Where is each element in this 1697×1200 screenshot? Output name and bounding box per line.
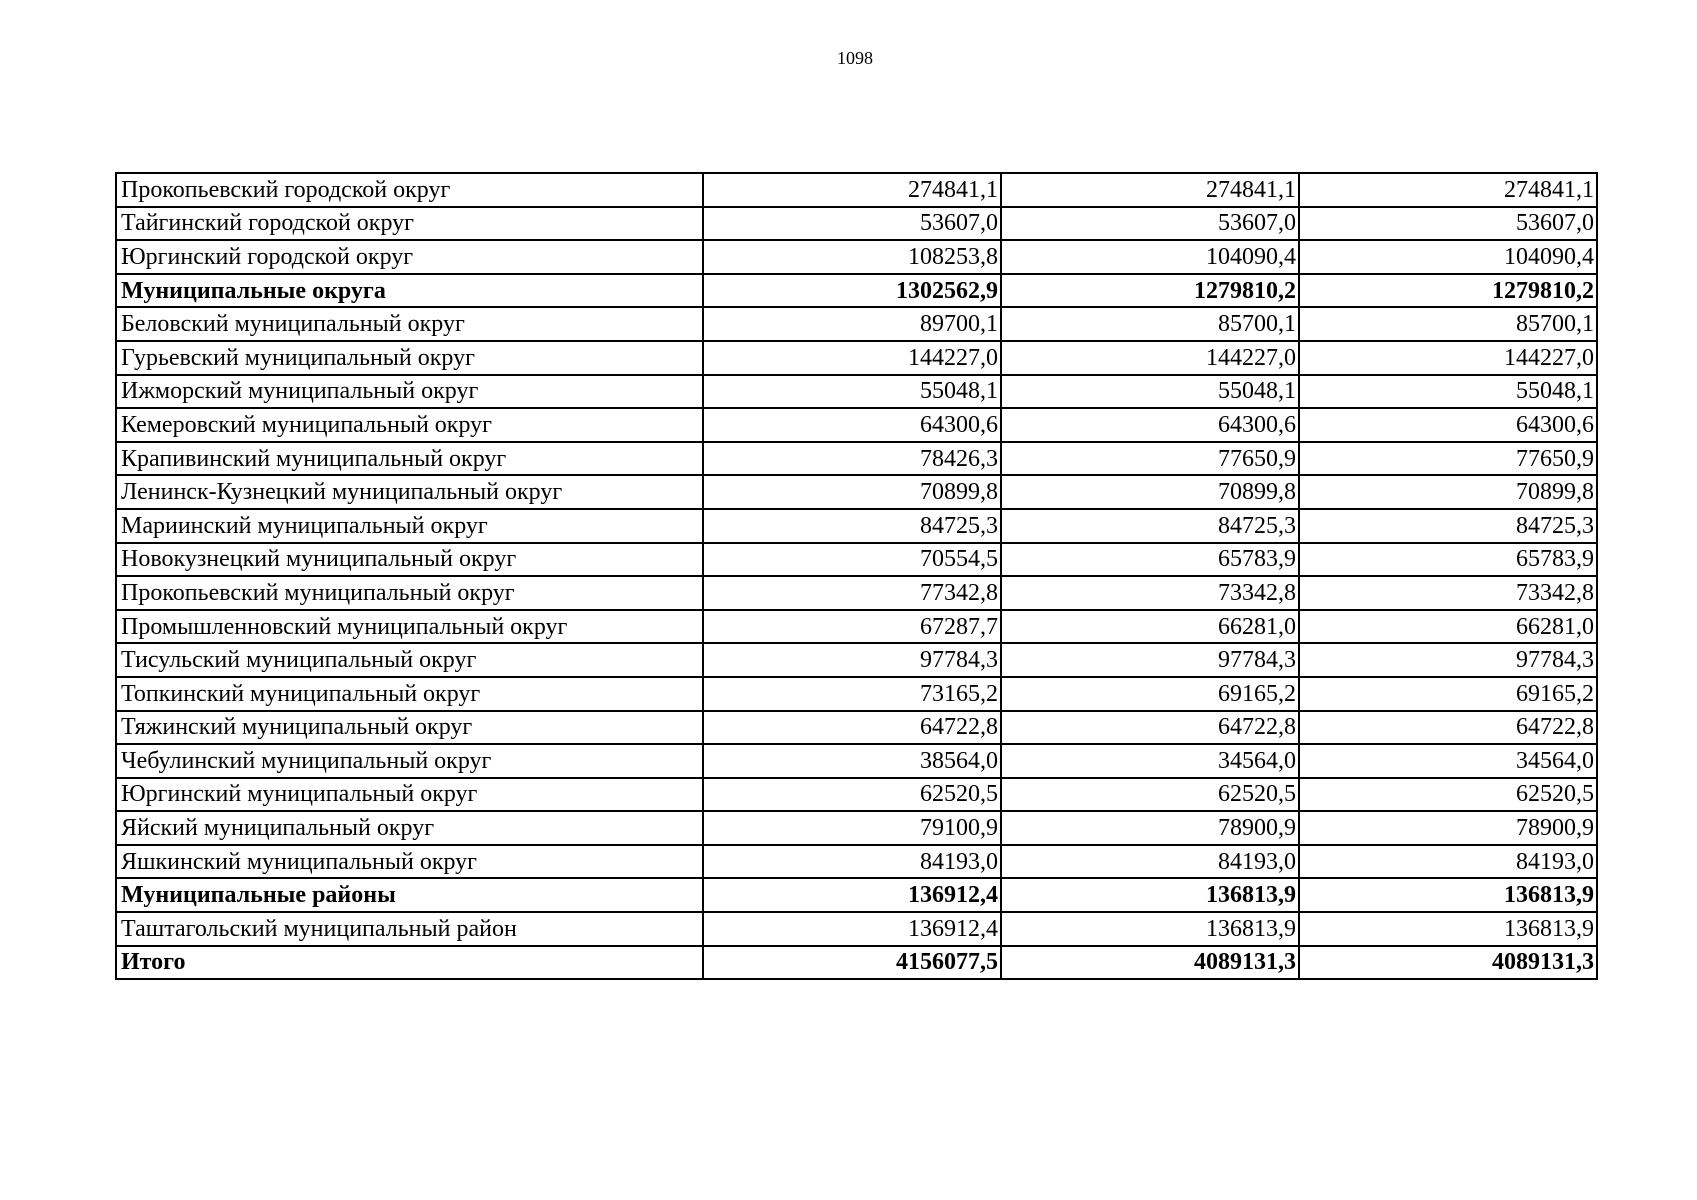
row-value-2-cell: 55048,1 [1001, 375, 1299, 409]
row-value-1-cell: 79100,9 [703, 811, 1001, 845]
table-row [116, 207, 1597, 241]
row-value-3-cell: 85700,1 [1299, 307, 1597, 341]
table-row [116, 408, 1597, 442]
row-value-1-cell: 64722,8 [703, 711, 1001, 745]
row-value-3-cell: 84725,3 [1299, 509, 1597, 543]
row-value-1-cell: 62520,5 [703, 778, 1001, 812]
row-value-1-cell: 70554,5 [703, 543, 1001, 577]
row-value-3-cell: 1279810,2 [1299, 274, 1597, 308]
row-value-1-cell: 73165,2 [703, 677, 1001, 711]
row-value-2-cell: 85700,1 [1001, 307, 1299, 341]
row-value-1-cell: 38564,0 [703, 744, 1001, 778]
row-value-3-cell: 97784,3 [1299, 643, 1597, 677]
row-value-3-cell: 70899,8 [1299, 475, 1597, 509]
row-value-2-cell: 34564,0 [1001, 744, 1299, 778]
row-value-2-cell: 66281,0 [1001, 610, 1299, 644]
row-value-1-cell: 136912,4 [703, 912, 1001, 946]
table-body [116, 173, 1597, 979]
row-value-3-cell: 65783,9 [1299, 543, 1597, 577]
row-value-1-cell: 1302562,9 [703, 274, 1001, 308]
row-value-3-cell: 55048,1 [1299, 375, 1597, 409]
row-value-2-cell: 62520,5 [1001, 778, 1299, 812]
table-row [116, 307, 1597, 341]
row-name-cell: Новокузнецкий муниципальный округ [116, 543, 703, 577]
row-value-2-cell: 64300,6 [1001, 408, 1299, 442]
table-row [116, 744, 1597, 778]
row-value-2-cell: 69165,2 [1001, 677, 1299, 711]
row-name-cell: Топкинский муниципальный округ [116, 677, 703, 711]
table-row [116, 610, 1597, 644]
row-value-3-cell: 274841,1 [1299, 173, 1597, 207]
budget-table [115, 172, 1598, 980]
row-value-3-cell: 62520,5 [1299, 778, 1597, 812]
row-value-3-cell: 136813,9 [1299, 878, 1597, 912]
row-value-3-cell: 34564,0 [1299, 744, 1597, 778]
budget-table-container [115, 172, 1598, 980]
table-row [116, 811, 1597, 845]
row-value-1-cell: 274841,1 [703, 173, 1001, 207]
row-value-1-cell: 70899,8 [703, 475, 1001, 509]
row-value-3-cell: 64722,8 [1299, 711, 1597, 745]
row-name-cell: Мариинский муниципальный округ [116, 509, 703, 543]
row-name-cell: Тайгинский городской округ [116, 207, 703, 241]
row-value-1-cell: 108253,8 [703, 240, 1001, 274]
row-value-2-cell: 97784,3 [1001, 643, 1299, 677]
row-name-cell: Крапивинский муниципальный округ [116, 442, 703, 476]
table-row-subtotal [116, 878, 1597, 912]
table-row [116, 475, 1597, 509]
table-row [116, 173, 1597, 207]
table-row [116, 341, 1597, 375]
row-name-cell: Ленинск-Кузнецкий муниципальный округ [116, 475, 703, 509]
row-value-2-cell: 84725,3 [1001, 509, 1299, 543]
row-value-3-cell: 66281,0 [1299, 610, 1597, 644]
row-name-cell: Яйский муниципальный округ [116, 811, 703, 845]
row-name-cell: Промышленновский муниципальный округ [116, 610, 703, 644]
row-value-2-cell: 78900,9 [1001, 811, 1299, 845]
row-name-cell: Муниципальные округа [116, 274, 703, 308]
table-row-subtotal [116, 274, 1597, 308]
table-row [116, 778, 1597, 812]
row-name-cell: Тяжинский муниципальный округ [116, 711, 703, 745]
row-name-cell: Беловский муниципальный округ [116, 307, 703, 341]
row-value-2-cell: 274841,1 [1001, 173, 1299, 207]
row-name-cell: Ижморский муниципальный округ [116, 375, 703, 409]
table-row [116, 509, 1597, 543]
row-value-2-cell: 136813,9 [1001, 912, 1299, 946]
page-number: 1098 [837, 48, 873, 68]
table-row [116, 240, 1597, 274]
row-value-2-cell: 1279810,2 [1001, 274, 1299, 308]
row-value-1-cell: 64300,6 [703, 408, 1001, 442]
row-value-3-cell: 64300,6 [1299, 408, 1597, 442]
row-value-2-cell: 73342,8 [1001, 576, 1299, 610]
row-name-cell: Итого [116, 946, 703, 980]
row-value-3-cell: 144227,0 [1299, 341, 1597, 375]
row-value-1-cell: 84193,0 [703, 845, 1001, 879]
row-value-1-cell: 89700,1 [703, 307, 1001, 341]
row-value-2-cell: 70899,8 [1001, 475, 1299, 509]
row-value-1-cell: 78426,3 [703, 442, 1001, 476]
table-row [116, 576, 1597, 610]
row-value-3-cell: 4089131,3 [1299, 946, 1597, 980]
row-value-1-cell: 67287,7 [703, 610, 1001, 644]
table-row [116, 543, 1597, 577]
row-name-cell: Юргинский городской округ [116, 240, 703, 274]
row-name-cell: Прокопьевский муниципальный округ [116, 576, 703, 610]
row-name-cell: Яшкинский муниципальный округ [116, 845, 703, 879]
table-row [116, 643, 1597, 677]
row-value-3-cell: 69165,2 [1299, 677, 1597, 711]
row-value-2-cell: 53607,0 [1001, 207, 1299, 241]
table-row [116, 677, 1597, 711]
row-value-1-cell: 53607,0 [703, 207, 1001, 241]
row-value-2-cell: 64722,8 [1001, 711, 1299, 745]
row-name-cell: Юргинский муниципальный округ [116, 778, 703, 812]
row-value-1-cell: 4156077,5 [703, 946, 1001, 980]
table-row [116, 912, 1597, 946]
row-value-3-cell: 78900,9 [1299, 811, 1597, 845]
row-name-cell: Тисульский муниципальный округ [116, 643, 703, 677]
row-value-3-cell: 53607,0 [1299, 207, 1597, 241]
row-value-1-cell: 136912,4 [703, 878, 1001, 912]
row-value-3-cell: 84193,0 [1299, 845, 1597, 879]
row-value-2-cell: 104090,4 [1001, 240, 1299, 274]
row-name-cell: Муниципальные районы [116, 878, 703, 912]
row-value-2-cell: 77650,9 [1001, 442, 1299, 476]
row-value-2-cell: 84193,0 [1001, 845, 1299, 879]
row-value-1-cell: 84725,3 [703, 509, 1001, 543]
row-value-3-cell: 77650,9 [1299, 442, 1597, 476]
row-name-cell: Гурьевский муниципальный округ [116, 341, 703, 375]
row-value-1-cell: 97784,3 [703, 643, 1001, 677]
table-row [116, 845, 1597, 879]
row-value-2-cell: 136813,9 [1001, 878, 1299, 912]
table-row-subtotal [116, 946, 1597, 980]
row-value-1-cell: 144227,0 [703, 341, 1001, 375]
row-name-cell: Кемеровский муниципальный округ [116, 408, 703, 442]
table-row [116, 375, 1597, 409]
row-value-3-cell: 73342,8 [1299, 576, 1597, 610]
row-value-1-cell: 77342,8 [703, 576, 1001, 610]
row-name-cell: Прокопьевский городской округ [116, 173, 703, 207]
row-value-2-cell: 4089131,3 [1001, 946, 1299, 980]
row-value-2-cell: 65783,9 [1001, 543, 1299, 577]
row-value-1-cell: 55048,1 [703, 375, 1001, 409]
row-value-3-cell: 136813,9 [1299, 912, 1597, 946]
row-name-cell: Чебулинский муниципальный округ [116, 744, 703, 778]
table-row [116, 711, 1597, 745]
row-name-cell: Таштагольский муниципальный район [116, 912, 703, 946]
row-value-3-cell: 104090,4 [1299, 240, 1597, 274]
table-row [116, 442, 1597, 476]
row-value-2-cell: 144227,0 [1001, 341, 1299, 375]
